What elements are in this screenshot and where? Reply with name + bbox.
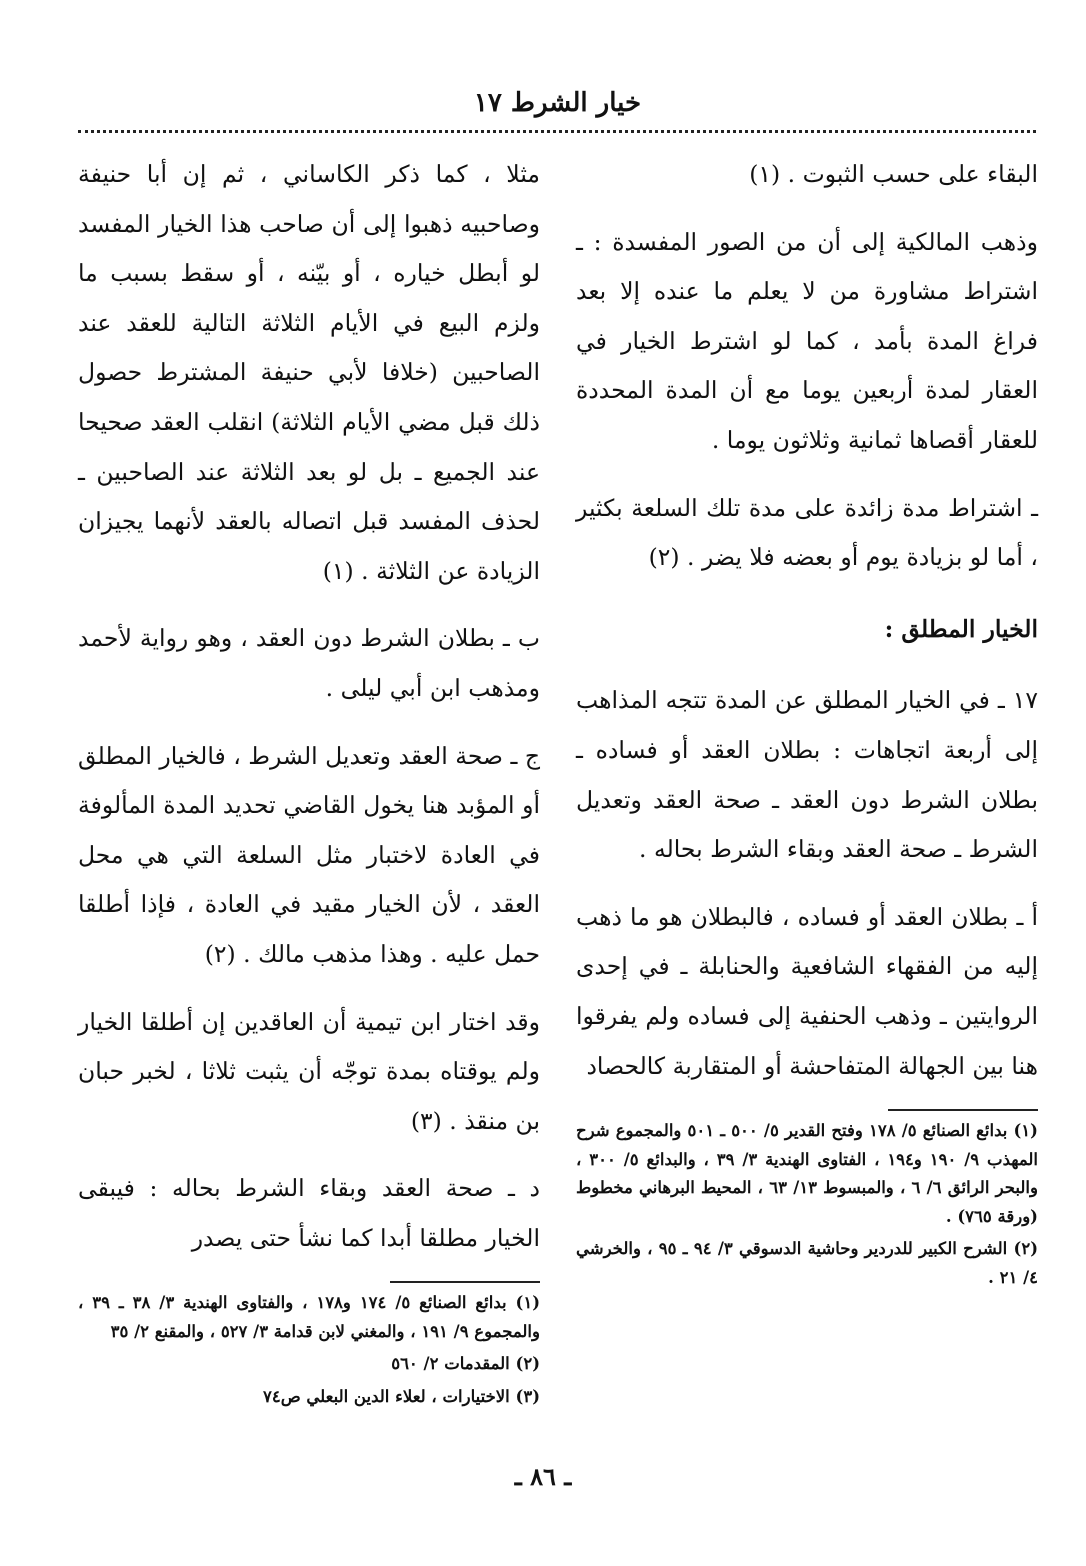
left-column — [78, 150, 540, 1415]
paragraph: د ـ صحة العقد وبقاء الشرط بحاله : فيبقى الخيار مطلقا أبدا كما نشأ حتى يصدر — [78, 1174, 540, 1252]
footnote: (١) بدائع الصنائع ٥/ ١٧٤ و١٧٨ ، والفتاوى الهندية ٣/ ٣٨ ـ ٣٩ ، والمجموع ٩/ ١٩١ ، والمغني لابن قدامة ٣/ ٥٢٧ ، والمقنع ٢/ ٣٥ — [78, 1293, 540, 1341]
page-number: ـ ٨٦ ـ — [514, 1462, 572, 1491]
running-header: خيار الشرط ١٧ — [473, 88, 642, 118]
paragraph: ١٧ ـ في الخيار المطلق عن المدة تتجه المذاهب إلى أربعة اتجاهات : بطلان العقد أو فساده ـ بطلان الشرط دون العقد ـ صحة العقد وتعديل الشرط ـ صحة العقد وبقاء الشرط بحاله . — [576, 686, 1038, 864]
footnote-rule — [390, 1281, 540, 1283]
paragraph: مثلا ، كما ذكر الكاساني ، ثم إن أبا حنيفة وصاحبيه ذهبوا إلى أن صاحب هذا الخيار المفسد لو أبطل خياره ، أو بيّنه ، أو سقط بسبب ما ولزم البيع في الأيام الثلاثة التالية للعقد عند الصاحبين (خلافا لأبي حنيفة المشترط حصول ذلك قبل مضي الأيام الثلاثة) انقلب العقد صحيحا عند الجميع ـ بل لو بعد الثلاثة عند الصاحبين ـ لحذف المفسد قبل اتصاله بالعقد لأنهما يجيزان الزيادة عن الثلاثة . (١) — [78, 160, 540, 585]
right-column — [576, 150, 1038, 1296]
paragraph: ج ـ صحة العقد وتعديل الشرط ، فالخيار المطلق أو المؤبد هنا يخول القاضي تحديد المدة المألوفة في العادة لاختبار مثل السلعة التي هي محل العقد ، لأن الخيار مقيد في العادة ، فإذا أطلقا حمل عليه . وهذا مذهب مالك . (٢) — [78, 741, 540, 968]
paragraph: ـ اشتراط مدة زائدة على مدة تلك السلعة بكثير ، أما لو بزيادة يوم أو بعضه فلا يضر . (٢) — [576, 493, 1038, 572]
paragraph: وقد اختار ابن تيمية أن العاقدين إن أطلقا الخيار ولم يوقتاه بمدة توجّه أن يثبت ثلاثا ، لخبر حبان بن منقذ . (٣) — [78, 1007, 540, 1135]
paragraph: ب ـ بطلان الشرط دون العقد ، وهو رواية لأحمد ومذهب ابن أبي ليلى . — [78, 624, 540, 702]
footnote: (٢) الشرح الكبير للدردير وحاشية الدسوقي ٣/ ٩٤ ـ ٩٥ ، والخرشي ٤/ ٢١ . — [576, 1239, 1038, 1287]
paragraph: أ ـ بطلان العقد أو فساده ، فالبطلان هو ما ذهب إليه من الفقهاء الشافعية والحنابلة ـ في إحدى الروايتين ـ وذهب الحنفية إلى فساده ولم يفرقوا هنا بين الجهالة المتفاحشة أو المتقاربة كالحصاد — [576, 902, 1038, 1080]
header-dotted-rule — [78, 130, 1036, 133]
footnote: (١) بدائع الصنائع ٥/ ١٧٨ وفتح القدير ٥/ ٥٠٠ ـ ٥٠١ والمجموع شرح المهذب ٩/ ١٩٠ و١٩٤ ، الفتاوى الهندية ٣/ ٣٩ ، والبدائع ٥/ ٣٠٠ ، والبحر الرائق ٦/ ٦ ، والمبسوط ١٣/ ٦٣ ، المحيط البرهاني مخطوط (ورقة ٧٦٥) . — [576, 1121, 1038, 1226]
section-heading: الخيار المطلق : — [884, 614, 1038, 643]
paragraph: وذهب المالكية إلى أن من الصور المفسدة : ـ اشتراط مشاورة من لا يعلم ما عنده إلا بعد فراغ المدة بأمد ، كما لو اشترط الخيار في العقار لمدة أربعين يوما مع أن المدة المحددة للعقار أقصاها ثمانية وثلاثون يوما . — [576, 227, 1038, 454]
footnote-rule — [888, 1109, 1038, 1111]
paragraph: البقاء على حسب الثبوت . (١) — [749, 160, 1038, 188]
footnote: (٣) الاختيارات ، لعلاء الدين البعلي ص٧٤ — [262, 1386, 540, 1406]
footnote: (٢) المقدمات ٢/ ٥٦٠ — [391, 1354, 540, 1374]
